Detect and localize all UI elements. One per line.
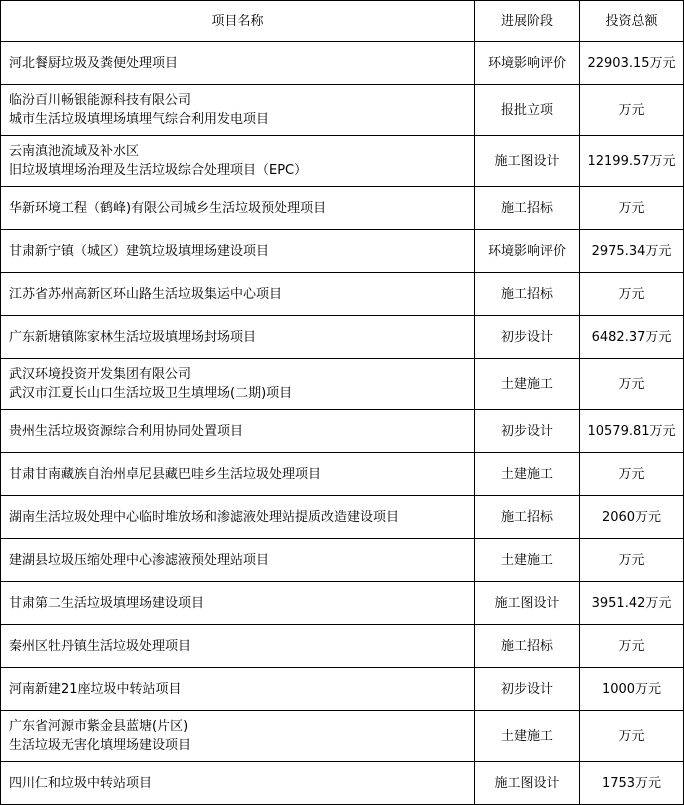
table-row — [1, 136, 684, 187]
cell-project-name — [1, 496, 475, 539]
table-row — [1, 582, 684, 625]
cell-stage: 初步设计 — [475, 410, 580, 453]
cell-stage: 环境影响评价 — [475, 42, 580, 85]
column-header-amount: 投资总额 — [580, 1, 684, 42]
cell-amount: 10579.81万元 — [580, 410, 684, 453]
cell-amount: 22903.15万元 — [580, 42, 684, 85]
cell-project-name — [1, 85, 475, 136]
table-row — [1, 273, 684, 316]
project-name-line: 四川仁和垃圾中转站项目 — [9, 775, 153, 791]
table-header — [1, 1, 684, 42]
table-row — [1, 539, 684, 582]
table-row — [1, 711, 684, 762]
cell-amount: 1753万元 — [580, 762, 684, 805]
cell-amount: 万元 — [580, 539, 684, 582]
table-row — [1, 762, 684, 805]
project-name-line: 河南新建21座垃圾中转站项目 — [9, 681, 182, 697]
cell-stage: 土建施工 — [475, 453, 580, 496]
cell-project-name — [1, 582, 475, 625]
project-name-line: 广东新塘镇陈家林生活垃圾填埋场封场项目 — [9, 329, 257, 345]
cell-stage: 施工招标 — [475, 187, 580, 230]
column-header-name: 项目名称 — [1, 1, 475, 42]
cell-amount: 万元 — [580, 711, 684, 762]
cell-stage: 施工图设计 — [475, 136, 580, 187]
cell-stage: 环境影响评价 — [475, 230, 580, 273]
table-row — [1, 453, 684, 496]
cell-amount: 3951.42万元 — [580, 582, 684, 625]
cell-amount: 万元 — [580, 85, 684, 136]
cell-stage: 施工招标 — [475, 625, 580, 668]
cell-amount: 2975.34万元 — [580, 230, 684, 273]
cell-project-name — [1, 711, 475, 762]
cell-stage: 施工招标 — [475, 496, 580, 539]
cell-amount: 万元 — [580, 625, 684, 668]
table-row — [1, 85, 684, 136]
cell-stage: 土建施工 — [475, 539, 580, 582]
project-name-line: 云南滇池流域及补水区 — [9, 144, 140, 159]
project-name-line: 旧垃圾填埋场治理及生活垃圾综合处理项目（EPC） — [9, 163, 308, 178]
cell-stage: 初步设计 — [475, 668, 580, 711]
cell-stage: 施工图设计 — [475, 582, 580, 625]
cell-amount: 2060万元 — [580, 496, 684, 539]
project-name-line: 临汾百川畅银能源科技有限公司 — [9, 93, 192, 108]
cell-project-name — [1, 625, 475, 668]
table-body — [1, 42, 684, 805]
cell-project-name — [1, 316, 475, 359]
project-name-line: 建湖县垃圾压缩处理中心渗滤液预处理站项目 — [9, 552, 270, 568]
cell-amount: 万元 — [580, 453, 684, 496]
cell-stage: 施工招标 — [475, 273, 580, 316]
cell-stage: 土建施工 — [475, 359, 580, 410]
cell-project-name — [1, 42, 475, 85]
table-row — [1, 359, 684, 410]
cell-project-name — [1, 762, 475, 805]
cell-amount: 万元 — [580, 273, 684, 316]
project-name-line: 甘肃甘南藏族自治州卓尼县藏巴哇乡生活垃圾处理项目 — [9, 466, 322, 482]
table-row — [1, 668, 684, 711]
cell-project-name — [1, 359, 475, 410]
cell-stage: 报批立项 — [475, 85, 580, 136]
table-row — [1, 625, 684, 668]
cell-project-name — [1, 230, 475, 273]
project-name-line: 生活垃圾无害化填埋场建设项目 — [9, 738, 192, 753]
cell-project-name — [1, 187, 475, 230]
project-name-line: 甘肃第二生活垃圾填埋场建设项目 — [9, 595, 205, 611]
cell-project-name — [1, 668, 475, 711]
cell-project-name — [1, 539, 475, 582]
project-name-line: 秦州区牡丹镇生活垃圾处理项目 — [9, 638, 192, 654]
project-name-line: 湖南生活垃圾处理中心临时堆放场和渗滤液处理站提质改造建设项目 — [9, 509, 400, 525]
cell-amount: 万元 — [580, 187, 684, 230]
table-row — [1, 496, 684, 539]
table-row — [1, 187, 684, 230]
table-row — [1, 316, 684, 359]
project-name-line: 广东省河源市紫金县蓝塘(片区) — [9, 719, 189, 734]
cell-stage: 土建施工 — [475, 711, 580, 762]
cell-stage: 初步设计 — [475, 316, 580, 359]
project-name-line: 武汉市江夏长山口生活垃圾卫生填埋场(二期)项目 — [9, 386, 293, 401]
cell-amount: 6482.37万元 — [580, 316, 684, 359]
table-row — [1, 410, 684, 453]
cell-amount: 12199.57万元 — [580, 136, 684, 187]
cell-project-name — [1, 273, 475, 316]
project-name-line: 河北餐厨垃圾及粪便处理项目 — [9, 55, 179, 71]
column-header-stage: 进展阶段 — [475, 1, 580, 42]
table-row — [1, 230, 684, 273]
table-header-row — [1, 1, 684, 42]
project-name-line: 江苏省苏州高新区环山路生活垃圾集运中心项目 — [9, 286, 283, 302]
project-name-line: 城市生活垃圾填埋场填埋气综合利用发电项目 — [9, 112, 270, 127]
cell-project-name — [1, 410, 475, 453]
cell-project-name — [1, 136, 475, 187]
project-name-line: 贵州生活垃圾资源综合利用协同处置项目 — [9, 423, 244, 439]
cell-amount: 万元 — [580, 359, 684, 410]
cell-project-name — [1, 453, 475, 496]
cell-amount: 1000万元 — [580, 668, 684, 711]
project-name-line: 华新环境工程（鹤峰)有限公司城乡生活垃圾预处理项目 — [9, 200, 327, 216]
project-name-line: 武汉环境投资开发集团有限公司 — [9, 367, 192, 382]
project-name-line: 甘肃新宁镇（城区）建筑垃圾填埋场建设项目 — [9, 243, 270, 259]
cell-stage: 施工图设计 — [475, 762, 580, 805]
table-row — [1, 42, 684, 85]
